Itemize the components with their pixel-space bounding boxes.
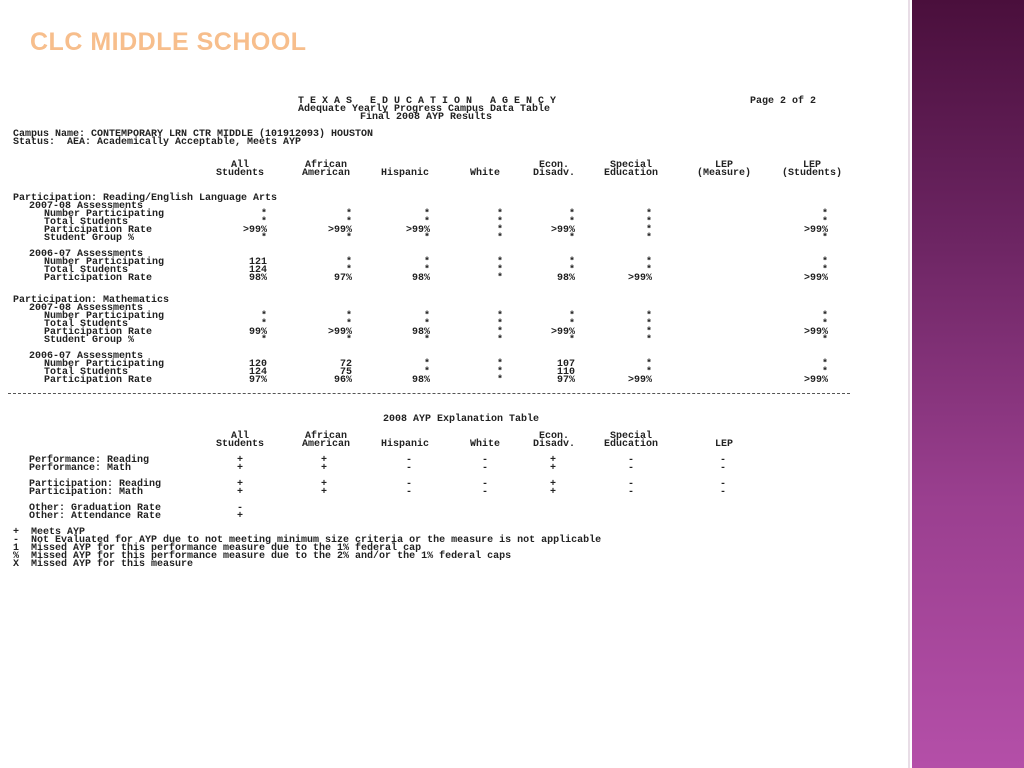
- explanation-row-label: Participation: Reading: [29, 479, 162, 490]
- table-cell: *: [821, 233, 828, 244]
- campus-name: Campus Name: CONTEMPORARY LRN CTR MIDDLE (101912093) HOUSTON: [13, 129, 374, 140]
- table-cell: *: [821, 257, 828, 268]
- explanation-cell: -: [627, 479, 634, 490]
- exp-header-special-1: Special: [609, 431, 652, 442]
- table-cell: >99%: [803, 273, 828, 284]
- legend-item: - Not Evaluated for AYP due to not meeting minimum size criteria or the measure is not applicable: [13, 535, 602, 546]
- row-label: Number Participating: [44, 209, 165, 220]
- explanation-row-label: Performance: Reading: [29, 455, 150, 466]
- exp-header-white: White: [469, 439, 500, 450]
- table-cell: *: [496, 367, 503, 378]
- exp-header-hispanic: Hispanic: [380, 439, 429, 450]
- header-african-1: African: [304, 160, 347, 171]
- row-label: Number Participating: [44, 359, 165, 370]
- table-cell: *: [423, 209, 430, 220]
- table-cell: *: [423, 335, 430, 346]
- table-cell: *: [821, 209, 828, 220]
- legend-item: X Missed AYP for this measure: [13, 559, 194, 570]
- explanation-cell: +: [320, 479, 327, 490]
- table-cell: *: [645, 359, 652, 370]
- table-cell: *: [345, 257, 352, 268]
- table-cell: >99%: [405, 225, 430, 236]
- table-cell: 98%: [411, 327, 430, 338]
- table-cell: *: [345, 335, 352, 346]
- table-cell: *: [568, 335, 575, 346]
- explanation-cell: -: [719, 479, 726, 490]
- explanation-row-label: Performance: Math: [29, 463, 132, 474]
- explanation-cell: +: [320, 455, 327, 466]
- legend-item: % Missed AYP for this performance measure due to the 2% and/or the 1% federal caps: [13, 551, 512, 562]
- explanation-cell: -: [481, 463, 488, 474]
- table-cell: *: [345, 319, 352, 330]
- table-cell: *: [496, 233, 503, 244]
- report-final-label: Final 2008 AYP Results: [360, 112, 493, 123]
- explanation-cell: +: [236, 479, 243, 490]
- header-econ-2: Disadv.: [532, 168, 575, 179]
- table-cell: *: [496, 257, 503, 268]
- table-cell: *: [496, 327, 503, 338]
- table-cell: *: [496, 209, 503, 220]
- exp-header-all-2: Students: [215, 439, 264, 450]
- group-label: 2006-07 Assessments: [29, 351, 144, 362]
- table-cell: *: [645, 225, 652, 236]
- table-cell: >99%: [550, 225, 575, 236]
- table-cell: *: [645, 265, 652, 276]
- table-cell: *: [645, 311, 652, 322]
- row-label: Participation Rate: [44, 327, 153, 338]
- section-title: Participation: Mathematics: [13, 295, 170, 306]
- section-title: Participation: Reading/English Language Arts: [13, 193, 278, 204]
- explanation-cell: -: [627, 463, 634, 474]
- table-cell: *: [645, 233, 652, 244]
- table-cell: *: [345, 265, 352, 276]
- explanation-cell: +: [236, 455, 243, 466]
- table-cell: *: [821, 319, 828, 330]
- table-cell: *: [260, 335, 267, 346]
- header-african-2: American: [301, 168, 350, 179]
- table-cell: *: [345, 217, 352, 228]
- table-cell: >99%: [627, 375, 652, 386]
- table-cell: 97%: [248, 375, 267, 386]
- row-label: Total Students: [44, 265, 129, 276]
- table-cell: >99%: [242, 225, 267, 236]
- explanation-cell: +: [236, 487, 243, 498]
- explanation-cell: +: [549, 463, 556, 474]
- page-number: Page 2 of 2: [750, 96, 817, 107]
- table-cell: *: [821, 359, 828, 370]
- group-label: 2007-08 Assessments: [29, 201, 144, 212]
- table-cell: 98%: [411, 273, 430, 284]
- table-cell: *: [423, 265, 430, 276]
- explanation-cell: +: [236, 463, 243, 474]
- table-cell: 107: [556, 359, 575, 370]
- agency-heading: T E X A S E D U C A T I O N A G E N C Y: [298, 96, 557, 107]
- exp-header-special-2: Education: [603, 439, 658, 450]
- header-special-1: Special: [609, 160, 652, 171]
- explanation-cell: +: [549, 455, 556, 466]
- header-lep-measure-1: LEP: [714, 160, 733, 171]
- legend-item: + Meets AYP: [13, 527, 86, 538]
- table-cell: 96%: [333, 375, 352, 386]
- table-cell: *: [568, 257, 575, 268]
- report-subtitle: Adequate Yearly Progress Campus Data Table: [298, 104, 551, 115]
- explanation-cell: -: [405, 463, 412, 474]
- table-cell: *: [568, 233, 575, 244]
- table-cell: 124: [248, 367, 267, 378]
- table-cell: *: [496, 375, 503, 386]
- table-cell: *: [568, 209, 575, 220]
- table-cell: *: [423, 367, 430, 378]
- header-all-2: Students: [215, 168, 264, 179]
- table-cell: *: [496, 217, 503, 228]
- table-cell: *: [423, 311, 430, 322]
- table-cell: *: [821, 265, 828, 276]
- table-cell: *: [496, 359, 503, 370]
- header-special-2: Education: [603, 168, 658, 179]
- exp-header-all-1: All: [230, 431, 249, 442]
- table-cell: *: [821, 335, 828, 346]
- table-cell: *: [645, 367, 652, 378]
- explanation-title: 2008 AYP Explanation Table: [383, 414, 540, 425]
- explanation-cell: -: [627, 455, 634, 466]
- table-cell: 120: [248, 359, 267, 370]
- table-cell: *: [423, 217, 430, 228]
- header-all-1: All: [230, 160, 249, 171]
- row-label: Total Students: [44, 319, 129, 330]
- table-cell: *: [645, 209, 652, 220]
- table-cell: *: [345, 233, 352, 244]
- table-cell: *: [645, 257, 652, 268]
- table-cell: *: [821, 367, 828, 378]
- table-cell: *: [496, 311, 503, 322]
- header-lep-measure-2: (Measure): [696, 168, 751, 179]
- table-cell: *: [260, 233, 267, 244]
- table-cell: 110: [556, 367, 575, 378]
- table-cell: 75: [339, 367, 352, 378]
- explanation-cell: -: [405, 479, 412, 490]
- explanation-cell: -: [481, 479, 488, 490]
- header-econ-1: Econ.: [538, 160, 569, 171]
- header-hispanic: Hispanic: [380, 168, 429, 179]
- table-cell: >99%: [327, 327, 352, 338]
- table-cell: *: [423, 359, 430, 370]
- table-cell: >99%: [803, 375, 828, 386]
- table-cell: >99%: [803, 327, 828, 338]
- table-cell: >99%: [803, 225, 828, 236]
- table-cell: *: [423, 233, 430, 244]
- exp-header-econ-2: Disadv.: [532, 439, 575, 450]
- table-cell: *: [423, 319, 430, 330]
- explanation-cell: -: [719, 487, 726, 498]
- row-label: Participation Rate: [44, 225, 153, 236]
- row-label: Student Group %: [44, 335, 135, 346]
- table-cell: *: [260, 217, 267, 228]
- explanation-cell: -: [481, 455, 488, 466]
- explanation-cell: -: [719, 463, 726, 474]
- table-cell: 121: [248, 257, 267, 268]
- table-cell: *: [568, 311, 575, 322]
- explanation-cell: -: [236, 503, 243, 514]
- explanation-cell: -: [627, 487, 634, 498]
- explanation-cell: +: [320, 487, 327, 498]
- header-lep-students-1: LEP: [802, 160, 821, 171]
- table-cell: 98%: [248, 273, 267, 284]
- table-cell: *: [260, 209, 267, 220]
- slide-title: CLC MIDDLE SCHOOL: [30, 28, 307, 56]
- exp-header-lep: LEP: [714, 439, 733, 450]
- table-cell: *: [496, 335, 503, 346]
- explanation-cell: -: [405, 487, 412, 498]
- table-cell: *: [821, 311, 828, 322]
- table-cell: *: [645, 217, 652, 228]
- explanation-cell: +: [236, 511, 243, 522]
- row-label: Participation Rate: [44, 375, 153, 386]
- exp-header-african-1: African: [304, 431, 347, 442]
- row-label: Participation Rate: [44, 273, 153, 284]
- explanation-cell: -: [481, 487, 488, 498]
- table-cell: >99%: [550, 327, 575, 338]
- table-cell: *: [645, 335, 652, 346]
- table-cell: >99%: [627, 273, 652, 284]
- table-cell: 124: [248, 265, 267, 276]
- table-cell: *: [496, 265, 503, 276]
- exp-header-african-2: American: [301, 439, 350, 450]
- explanation-row-label: Other: Attendance Rate: [29, 511, 162, 522]
- table-cell: *: [645, 327, 652, 338]
- table-cell: *: [568, 217, 575, 228]
- row-label: Total Students: [44, 367, 129, 378]
- legend-item: 1 Missed AYP for this performance measure due to the 1% federal cap: [13, 543, 422, 554]
- table-cell: *: [568, 319, 575, 330]
- explanation-cell: -: [405, 455, 412, 466]
- explanation-cell: -: [719, 455, 726, 466]
- table-cell: 98%: [411, 375, 430, 386]
- row-label: Total Students: [44, 217, 129, 228]
- explanation-row-label: Other: Graduation Rate: [29, 503, 162, 514]
- exp-header-econ-1: Econ.: [538, 431, 569, 442]
- table-cell: 72: [339, 359, 352, 370]
- explanation-cell: +: [320, 463, 327, 474]
- table-cell: 97%: [556, 375, 575, 386]
- table-cell: *: [568, 265, 575, 276]
- group-label: 2007-08 Assessments: [29, 303, 144, 314]
- table-cell: *: [345, 311, 352, 322]
- table-cell: *: [345, 209, 352, 220]
- table-cell: *: [496, 225, 503, 236]
- explanation-cell: +: [549, 479, 556, 490]
- row-label: Number Participating: [44, 311, 165, 322]
- row-label: Number Participating: [44, 257, 165, 268]
- table-cell: 97%: [333, 273, 352, 284]
- campus-status: Status: AEA: Academically Acceptable, Meets AYP: [13, 137, 302, 148]
- table-cell: >99%: [327, 225, 352, 236]
- table-cell: *: [645, 319, 652, 330]
- header-white: White: [469, 168, 500, 179]
- table-cell: *: [821, 217, 828, 228]
- decorative-sidebar: [912, 0, 1024, 768]
- table-cell: *: [260, 311, 267, 322]
- header-lep-students-2: (Students): [781, 168, 842, 179]
- report-divider: [8, 393, 850, 394]
- table-cell: *: [496, 273, 503, 284]
- table-cell: *: [496, 319, 503, 330]
- explanation-row-label: Participation: Math: [29, 487, 144, 498]
- table-cell: *: [423, 257, 430, 268]
- table-cell: *: [260, 319, 267, 330]
- explanation-cell: +: [549, 487, 556, 498]
- row-label: Student Group %: [44, 233, 135, 244]
- table-cell: 99%: [248, 327, 267, 338]
- group-label: 2006-07 Assessments: [29, 249, 144, 260]
- table-cell: 98%: [556, 273, 575, 284]
